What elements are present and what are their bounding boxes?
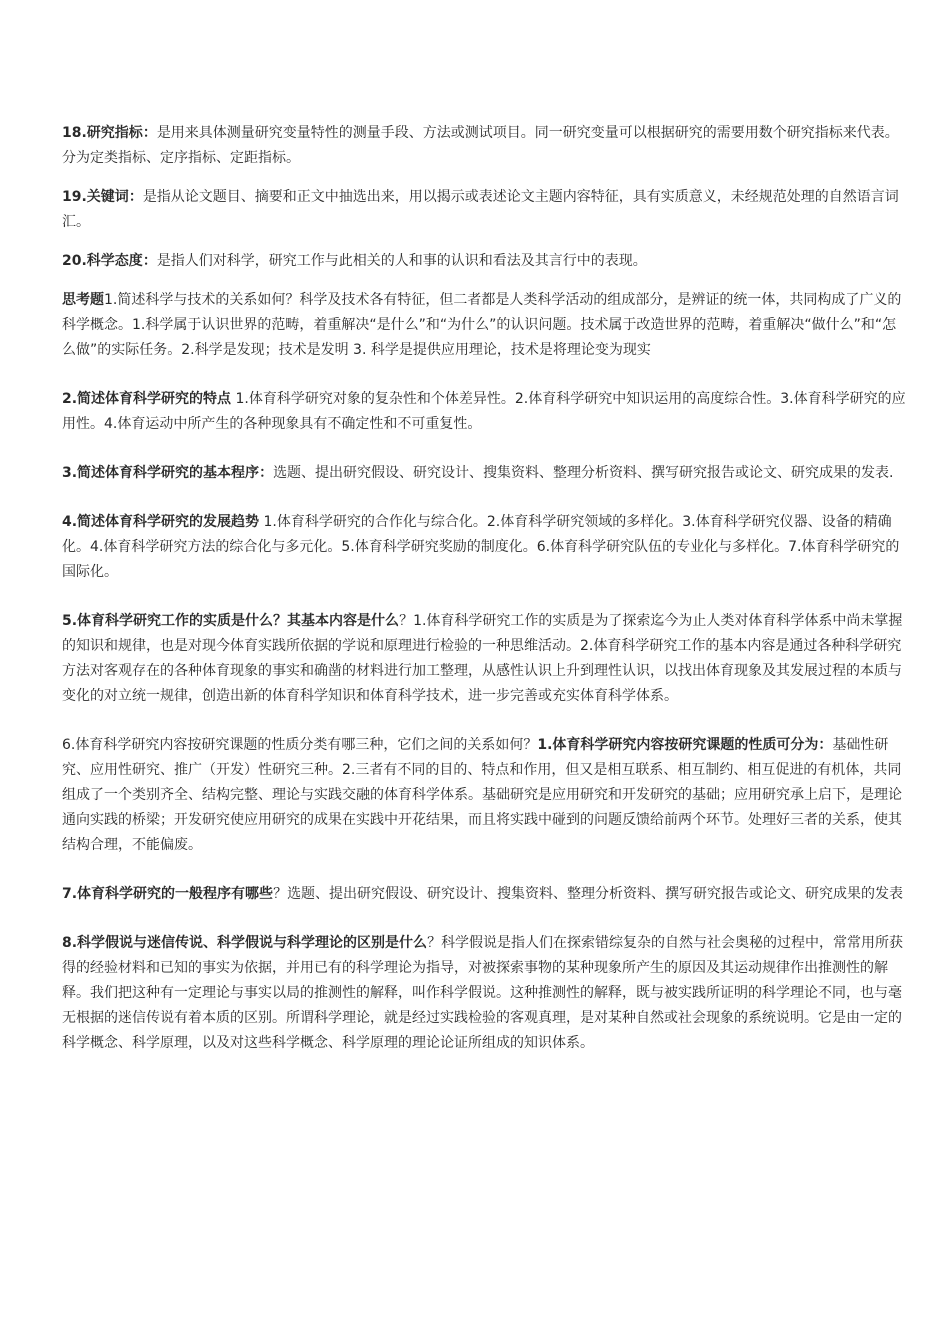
definition-19 <box>62 185 908 235</box>
definition-term: 19.关键词 <box>62 189 129 205</box>
question-title: 1.体育科学研究内容按研究课题的性质可分为 <box>537 737 819 753</box>
question-4 <box>62 510 908 585</box>
question-title: 8.科学假说与迷信传说、科学假说与科学理论的区别是什么 <box>62 935 428 951</box>
definition-term: 20.科学态度 <box>62 253 143 269</box>
definition-text: 是指人们对科学，研究工作与此相关的人和事的认识和看法及其言行中的表现。 <box>156 253 647 269</box>
definition-18 <box>62 121 908 171</box>
question-6 <box>62 733 908 858</box>
document-page <box>62 121 908 1056</box>
question-title: 5.体育科学研究工作的实质是什么？其基本内容是什么 <box>62 613 400 629</box>
question-3 <box>62 461 908 486</box>
question-answer: 选题、提出研究假设、研究设计、搜集资料、整理分析资料、撰写研究报告或论文、研究成果的发表. <box>273 465 894 481</box>
definition-term: 18.研究指标 <box>62 125 143 141</box>
definition-text: 是指从论文题目、摘要和正文中抽选出来，用以揭示或表述论文主题内容特征，具有实质意义，未经规范处理的自然语言词汇。 <box>62 189 899 230</box>
question-answer: 基础性研究、应用性研究、推广（开发）性研究三种。2.三者有不同的目的、特点和作用，但又是相互联系、相互制约、相互促进的有机体，共同组成了一个类别齐全、结构完整、理论与实践交融的体育科学体系。基础研究是应用研究和开发研究的基础；应用研究承上启下，是理论通向实践的桥梁；开发研究使应用研究的成果在实践中开花结果，而且将实践中碰到的问题反馈给前两个环节。处理好三者的关系，使其结构合理，不能偏废。 <box>62 737 902 853</box>
question-title: 2.简述体育科学研究的特点 <box>62 391 232 407</box>
question-answer: 1.体育科学研究的合作化与综合化。2.体育科学研究领域的多样化。3.体育科学研究仪器、设备的精确化。4.体育科学研究方法的综合化与多元化。5.体育科学研究奖励的制度化。6.体育科学研究队伍的专业化与多样化。7.体育科学研究的国际化。 <box>62 514 900 580</box>
definition-text: 是用来具体测量研究变量特性的测量手段、方法或测试项目。同一研究变量可以根据研究的需要用数个研究指标来代表。分为定类指标、定序指标、定距指标。 <box>62 125 899 166</box>
question-answer: 1.简述科学与技术的关系如何？科学及技术各有特征，但二者都是人类科学活动的组成部分，是辨证的统一体，共同构成了广义的科学概念。1.科学属于认识世界的范畴，着重解决“是什么”和“为什么”的认识问题。技术属于改造世界的范畴，着重解决“做什么”和“怎么做”的实际任务。2.科学是发现；技术是发明 3. 科学是提供应用理论，技术是将理论变为现实 <box>62 292 902 358</box>
question-8 <box>62 931 908 1056</box>
question-answer: 1.体育科学研究工作的实质是为了探索迄今为止人类对体育科学体系中尚未掌握的知识和规律，也是对现今体育实践所依据的学说和原理进行检验的一种思维活动。2.体育科学研究工作的基本内容是通过各种科学研究方法对客观存在的各种体育现象的事实和确凿的材料进行加工整理，从感性认识上升到理性认识，以找出体育现象及其发展过程的本质与变化的对立统一规律，创造出新的体育科学知识和体育科学技术，进一步完善或充实体育科学体系。 <box>62 613 903 704</box>
question-separator: ？ <box>399 613 414 629</box>
question-title: 思考题 <box>62 292 104 308</box>
question-separator: ？ <box>273 886 288 902</box>
question-answer: 选题、提出研究假设、研究设计、搜集资料、整理分析资料、撰写研究报告或论文、研究成果的发表 <box>287 886 904 902</box>
question-2 <box>62 387 908 437</box>
question-prefix: 6.体育科学研究内容按研究课题的性质分类有哪三种，它们之间的关系如何？ <box>62 737 538 753</box>
question-1 <box>62 288 908 363</box>
definition-separator: ： <box>128 189 143 205</box>
question-5 <box>62 609 908 709</box>
definition-separator: ： <box>142 125 157 141</box>
question-answer: 1.体育科学研究对象的复杂性和个体差异性。2.体育科学研究中知识运用的高度综合性。3.体育科学研究的应用性。4.体育运动中所产生的各种现象具有不确定性和不可重复性。 <box>62 391 906 432</box>
question-answer: 科学假说是指人们在探索错综复杂的自然与社会奥秘的过程中，常常用所获得的经验材料和已知的事实为依据，并用已有的科学理论为指导，对被探索事物的某种现象所产生的原因及其运动规律作出推测性的解释。我们把这种有一定理论与事实以局的推测性的解释，叫作科学假说。这种推测性的解释，既与被实践所证明的科学理论不同，也与毫无根据的迷信传说有着本质的区别。所谓科学理论，就是经过实践检验的客观真理，是对某种自然或社会现象的系统说明。它是由一定的科学概念、科学原理，以及对这些科学概念、科学原理的理论论证所组成的知识体系。 <box>62 935 904 1051</box>
question-separator: ： <box>259 465 274 481</box>
question-separator: ？ <box>427 935 442 951</box>
question-separator: ： <box>818 737 833 753</box>
definition-separator: ： <box>142 253 157 269</box>
question-title: 3.简述体育科学研究的基本程序 <box>62 465 260 481</box>
definition-20 <box>62 249 908 274</box>
question-title: 7.体育科学研究的一般程序有哪些 <box>62 886 274 902</box>
question-7 <box>62 882 908 907</box>
question-title: 4.简述体育科学研究的发展趋势 <box>62 514 260 530</box>
